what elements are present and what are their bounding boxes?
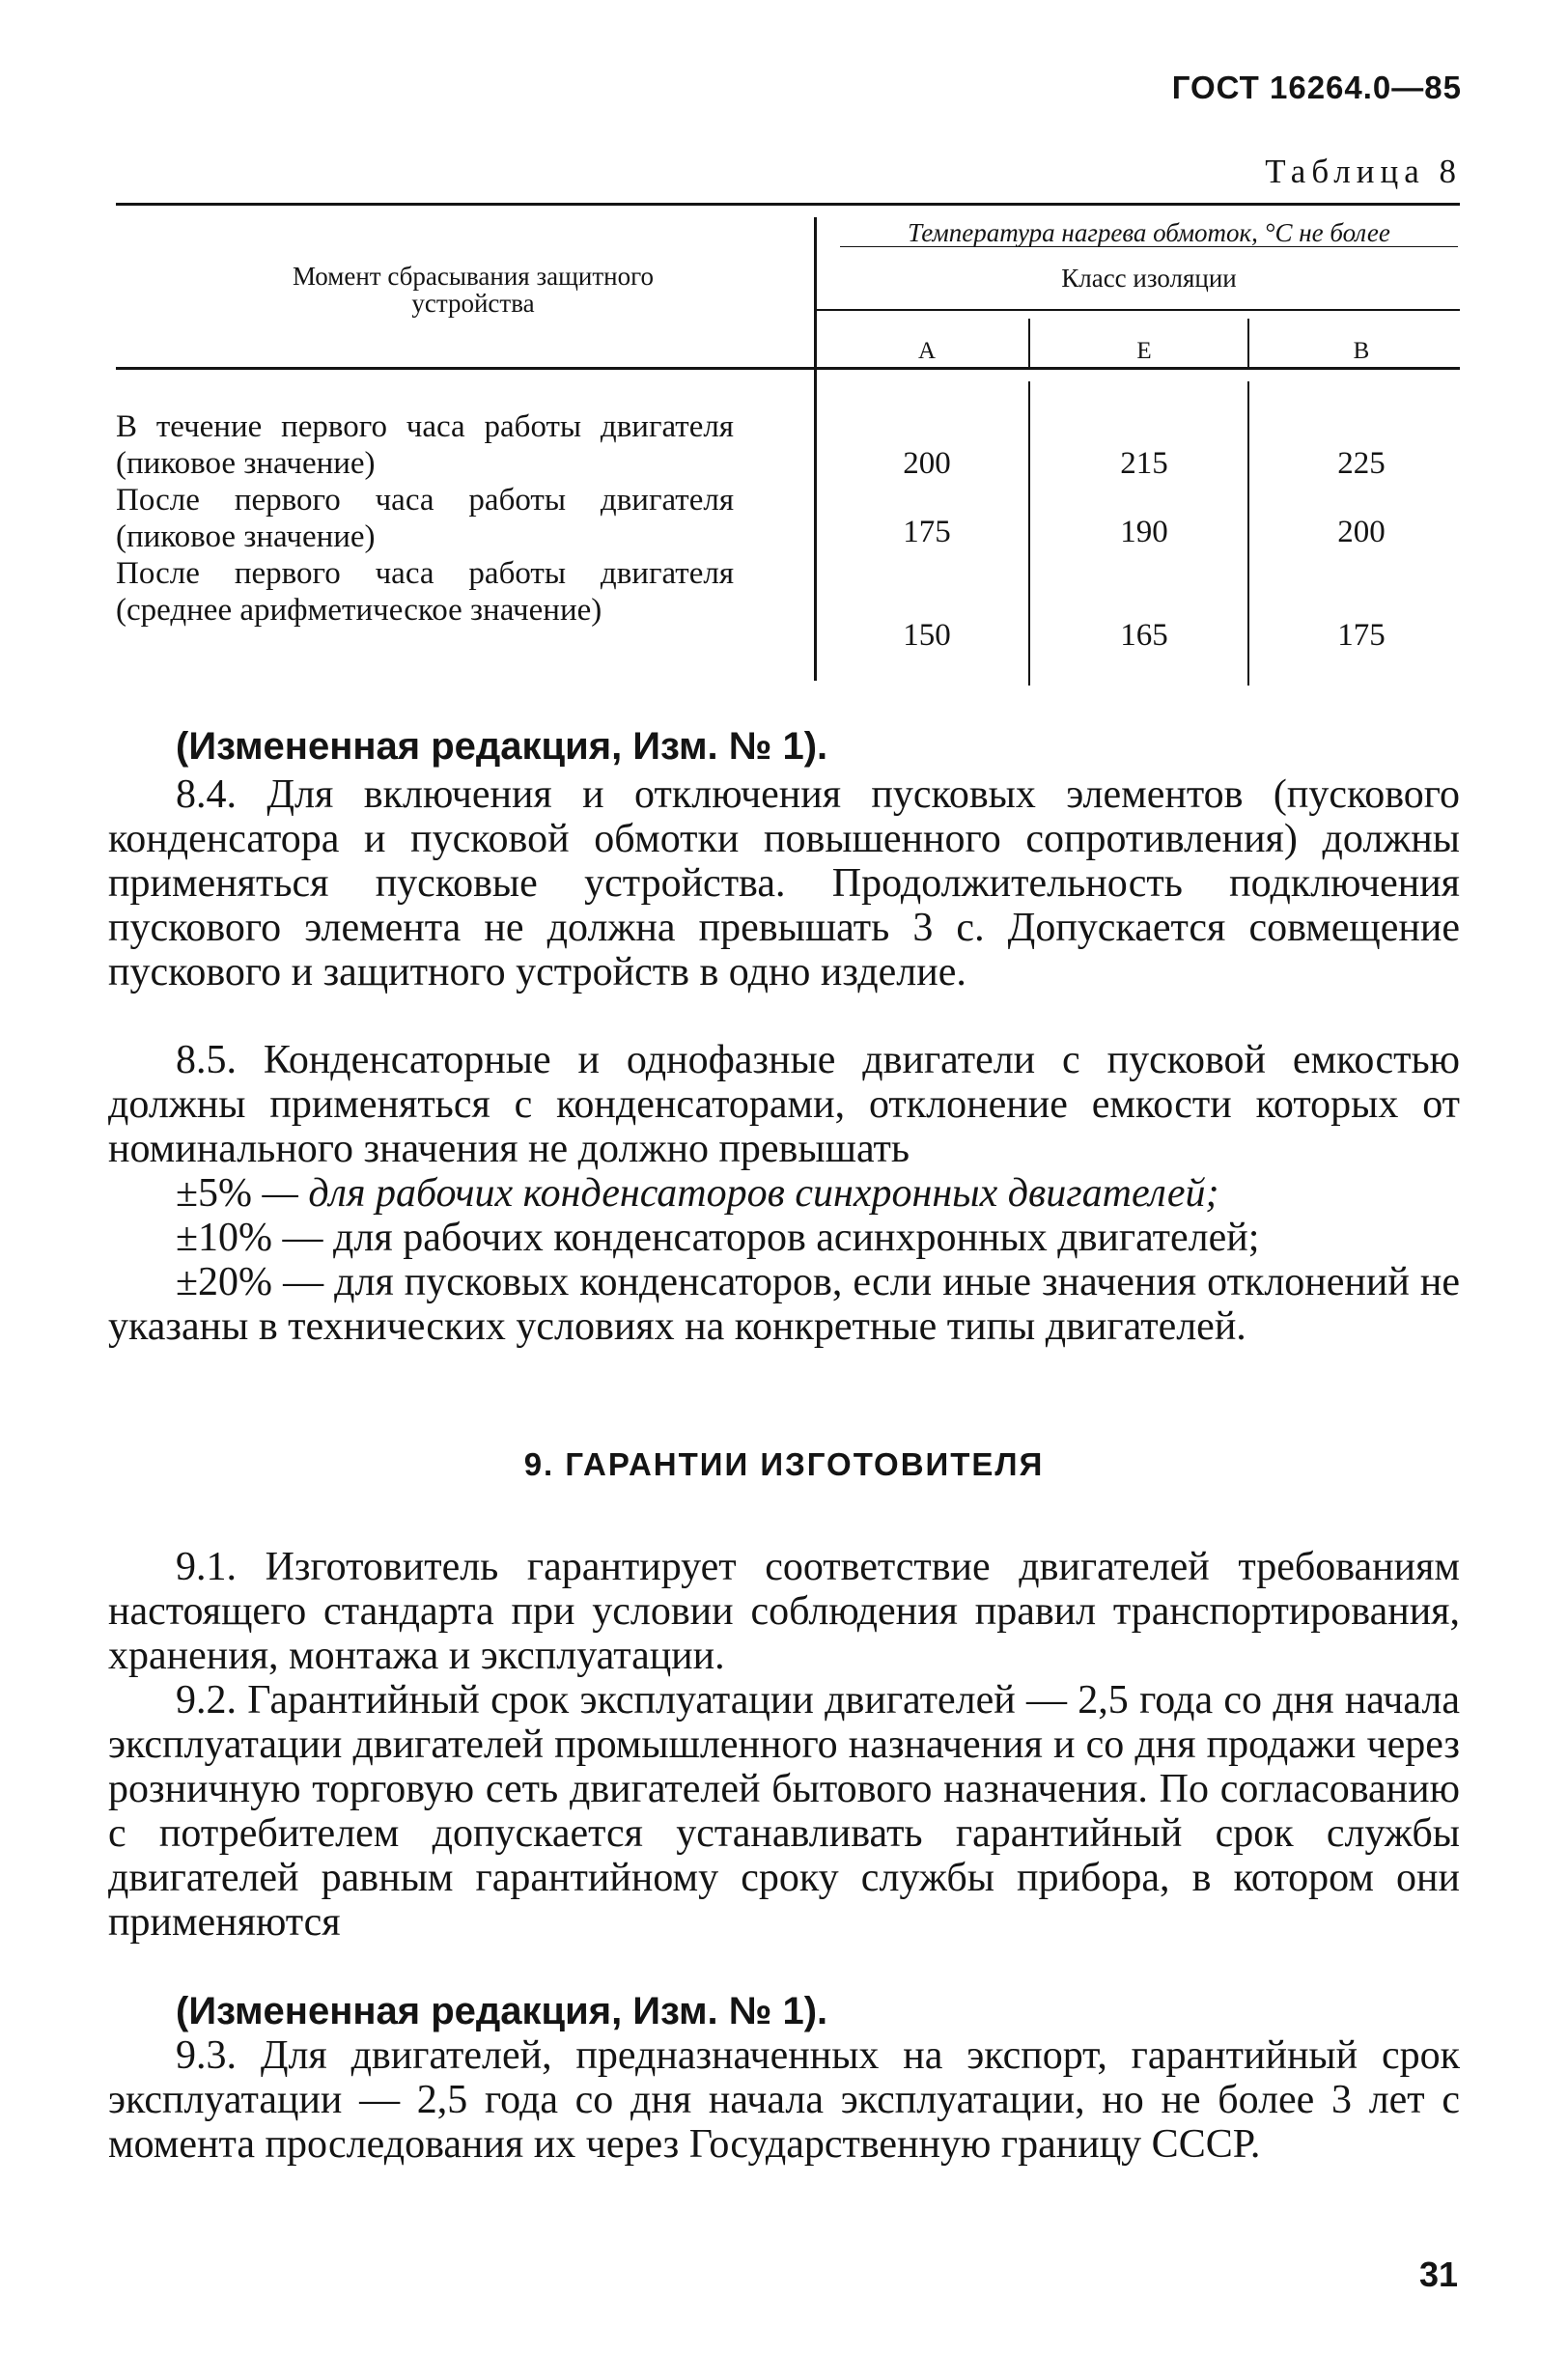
table-row-1-label: В течение первого часа работы двигателя (пиковое значение) <box>116 409 734 481</box>
col-divider-2 <box>1247 319 1249 369</box>
col-divider-1-body <box>1028 381 1030 686</box>
table-top-rule <box>116 203 1460 206</box>
subgroup-header: Класс изоляции <box>1061 264 1237 293</box>
page-number: 31 <box>1418 2255 1458 2294</box>
table-row-1-e: 215 <box>1120 446 1168 481</box>
section-9-title: 9. ГАРАНТИИ ИЗГОТОВИТЕЛЯ <box>523 1446 1045 1482</box>
deviation-1-value: ±5% <box>176 1171 253 1216</box>
column-header-b: В <box>1353 338 1370 364</box>
col-divider-2-body <box>1247 381 1249 686</box>
deviation-line-1 <box>176 1171 1460 1216</box>
document-header: ГОСТ 16264.0—85 <box>1171 70 1462 105</box>
deviation-1-text: — для рабочих конденсаторов синхронных двигателей; <box>262 1171 1219 1216</box>
table-row-1-b: 225 <box>1337 446 1386 481</box>
deviation-2-value: ±10% <box>176 1216 273 1260</box>
paragraph-9-3: 9.3. Для двигателей, предназначенных на экспорт, гарантийный срок эксплуатации — 2,5 года со дня начала эксплуатации, но не более 3 лет с момента проследования их через Государственную границу СССР. <box>108 2033 1460 2167</box>
column-header-e: Е <box>1136 338 1152 364</box>
subgroup-rule <box>816 309 1460 311</box>
column-header-a: А <box>917 338 937 364</box>
paragraph-9-1: 9.1. Изготовитель гарантирует соответствие двигателей требованиям настоящего стандарта при условии соблюдения правил транспортирования, хранения, монтажа и эксплуатации. <box>108 1545 1460 1678</box>
table-row-2-a: 175 <box>903 515 951 549</box>
paragraph-8-4: 8.4. Для включения и отключения пусковых элементов (пускового конденсатора и пусковой обмотки повышенного сопротивления) должны применяться пусковые устройства. Продолжительность подключения пускового элемента не должна превышать 3 с. Допускается совмещение пускового и защитного устройств в одно изделие. <box>108 772 1460 994</box>
table-header-rule <box>116 367 1460 370</box>
stub-header: Момент сбрасывания защитного устройства <box>292 262 655 318</box>
amendment-note-1: (Измененная редакция, Изм. № 1). <box>176 725 828 768</box>
deviation-3-value: ±20% <box>176 1260 273 1304</box>
paragraph-8-5: 8.5. Конденсаторные и однофазные двигатели с пусковой емкостью должны применяться с конденсаторами, отклонение емкости которых от номинального значения не должно превышать <box>108 1038 1460 1171</box>
table-row-2-label: После первого часа работы двигателя (пиковое значение) <box>116 483 734 554</box>
table-row-3-label: После первого часа работы двигателя (среднее арифметическое значение) <box>116 556 734 628</box>
table-caption: Таблица 8 <box>1265 153 1462 190</box>
stub-column-divider <box>814 217 817 681</box>
col-divider-1 <box>1028 319 1030 369</box>
table-row-3-e: 165 <box>1120 618 1168 653</box>
paragraph-9-2: 9.2. Гарантийный срок эксплуатации двигателей — 2,5 года со дня начала эксплуатации двигателей промышленного назначения и со дня продажи через розничную торговую сеть двигателей бытового назначения. По согласованию с потребителем допускается устанавливать гарантийный срок службы двигателей равным гарантийному сроку службы прибора, в котором они применяются <box>108 1678 1460 1945</box>
deviation-2-text: — для рабочих конденсаторов асинхронных двигателей; <box>282 1216 1260 1260</box>
deviation-line-3 <box>108 1260 1460 1349</box>
group-header: Температура нагрева обмоток, °С не более <box>908 218 1390 247</box>
table-row-3-b: 175 <box>1337 618 1386 653</box>
amendment-note-2: (Измененная редакция, Изм. № 1). <box>176 1990 828 2032</box>
table-row-3-a: 150 <box>903 618 951 653</box>
table-row-1-a: 200 <box>903 446 951 481</box>
deviation-3-text: — для пусковых конденсаторов, если иные значения отклонений не указаны в технических условиях на конкретные типы двигателей. <box>108 1260 1461 1349</box>
deviation-line-2 <box>176 1216 1460 1260</box>
table-row-2-b: 200 <box>1337 515 1386 549</box>
table-row-2-e: 190 <box>1120 515 1168 549</box>
